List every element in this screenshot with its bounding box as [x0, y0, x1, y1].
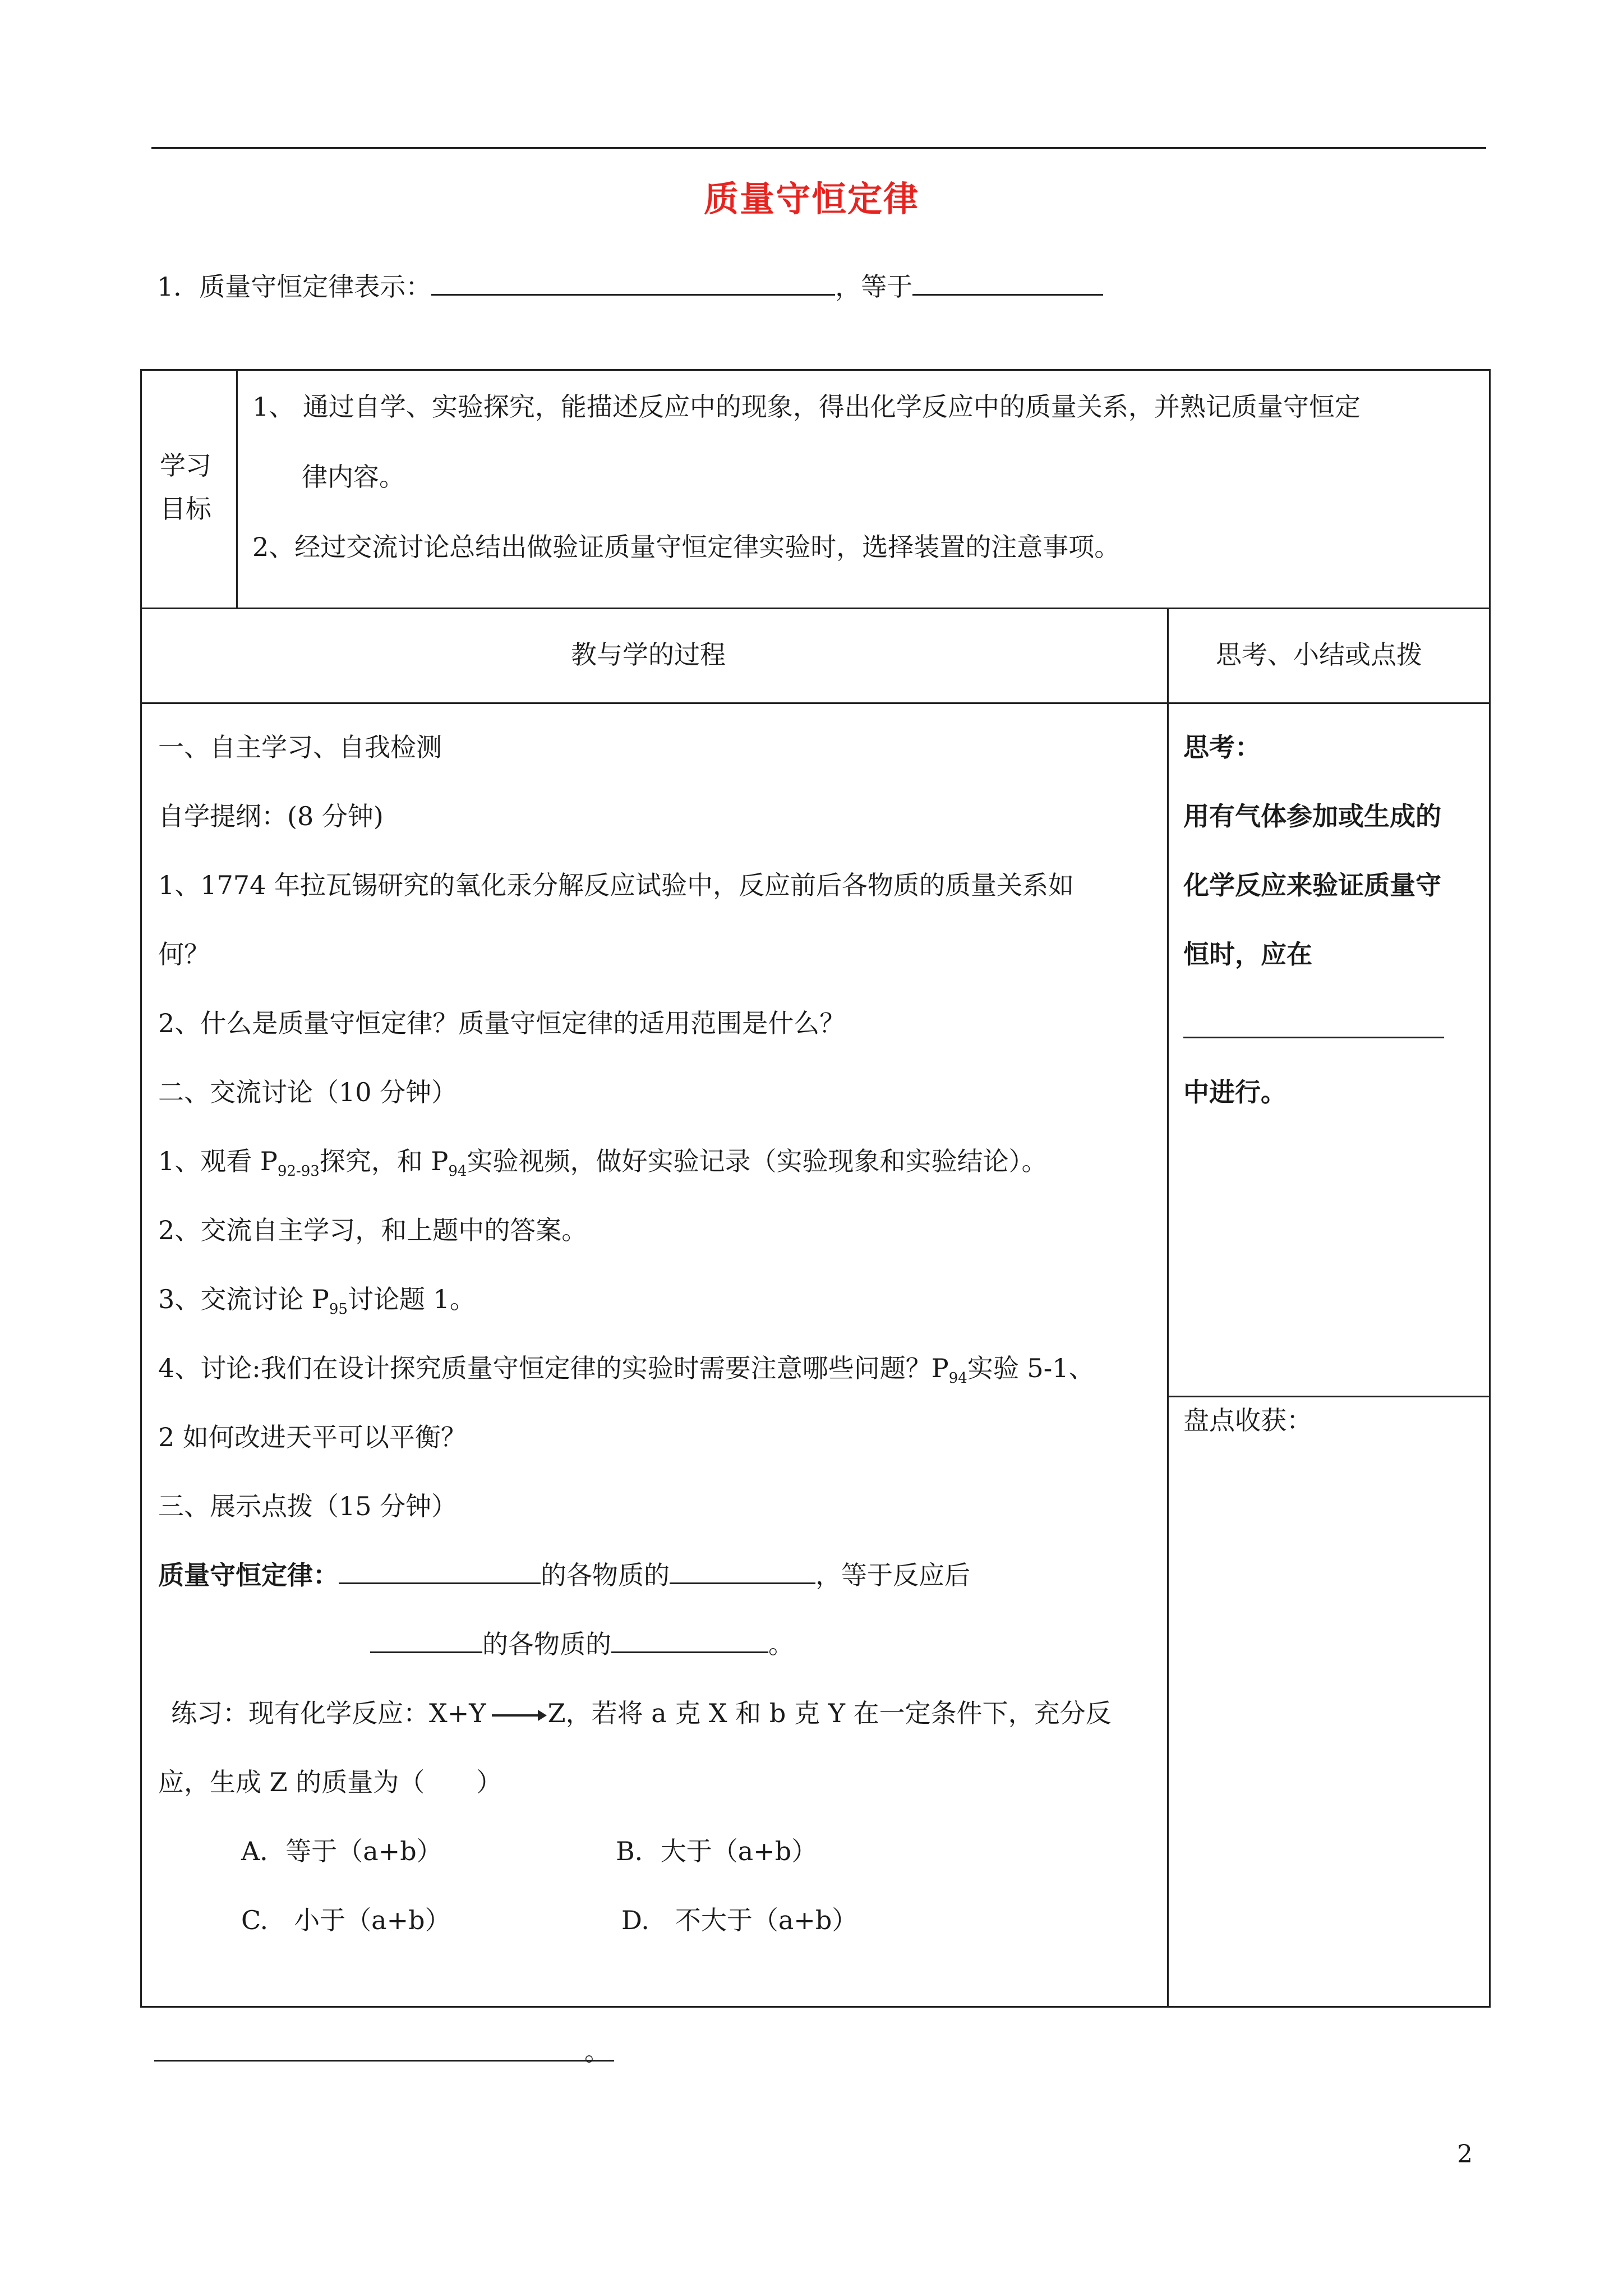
table-row-divider [140, 702, 1491, 704]
objectives-label-divider [236, 369, 238, 609]
objective-item: 2、经过交流讨论总结出做验证质量守恒定律实验时，选择装置的注意事项。 [252, 532, 1121, 562]
option-c[interactable]: C. 小于（a+b） [241, 1905, 451, 1935]
objective-item: 律内容。 [302, 462, 405, 492]
harvest-label: 盘点收获： [1183, 1405, 1312, 1435]
process-text: 1、观看 $P_{92-93}$探究，和 $P_{94}$实验视频，做好实验记录（实验现象和实验结论）。 [158, 1146, 1048, 1180]
process-text: 3、交流讨论 $P_{95}$讨论题 1。 [158, 1284, 476, 1318]
law-fill-in: 质量守恒定律： 的各物质的 ，等于反应后 [158, 1560, 970, 1590]
think-text: 用有气体参加或生成的 [1183, 801, 1441, 831]
think-text: 中进行。 [1183, 1077, 1287, 1107]
question-1 [157, 266, 1103, 303]
footer-rule [154, 2060, 614, 2062]
column-header-notes: 思考、小结或点拨 [1216, 639, 1422, 670]
side-cell-divider [1167, 1396, 1491, 1397]
table-left-border [140, 369, 142, 2008]
question-1-mid: ，等于 [835, 272, 913, 302]
answer-blank[interactable] [611, 1629, 768, 1653]
option-d[interactable]: D. 不大于（a+b） [621, 1905, 858, 1935]
answer-blank[interactable] [1183, 1037, 1444, 1038]
table-row-divider [140, 608, 1491, 609]
column-header-process: 教与学的过程 [571, 639, 726, 670]
process-text: 1、1774 年拉瓦锡研究的氧化汞分解反应试验中，反应前后各物质的质量关系如 [158, 870, 1074, 900]
practice-question: 练习：现有化学反应：X+Y Z，若将 a 克 X 和 b 克 Y 在一定条件下，充分反 [171, 1698, 1112, 1728]
question-1-prefix: 1．质量守恒定律表示： [157, 272, 432, 302]
section-heading: 二、交流讨论（10 分钟） [158, 1077, 458, 1107]
footer-mark: 。 [584, 2036, 610, 2067]
think-text: 化学反应来验证质量守 [1183, 870, 1441, 900]
process-text: 2、交流自主学习，和上题中的答案。 [158, 1215, 588, 1245]
process-text: 4、讨论:我们在设计探究质量守恒定律的实验时需要注意哪些问题？$P_{94}$实验 5-1、 [158, 1353, 1095, 1387]
answer-blank[interactable] [339, 1560, 541, 1584]
reaction-arrow-icon [486, 1704, 548, 1727]
column-divider [1167, 608, 1169, 2008]
process-text: 2 如何改进天平可以平衡？ [158, 1422, 467, 1452]
process-text: 2、什么是质量守恒定律？质量守恒定律的适用范围是什么？ [158, 1008, 846, 1038]
option-a[interactable]: A．等于（a+b） [241, 1836, 442, 1866]
objectives-label: 目标 [160, 494, 211, 524]
answer-blank[interactable] [670, 1560, 815, 1584]
top-rule [151, 147, 1486, 149]
think-text: 恒时，应在 [1183, 939, 1312, 969]
answer-blank[interactable] [370, 1629, 482, 1653]
section-heading: 三、展示点拨（15 分钟） [158, 1491, 458, 1521]
table-top-border [140, 369, 1491, 371]
answer-blank[interactable] [912, 272, 1103, 296]
law-fill-in: 的各物质的 。 [370, 1629, 794, 1660]
objective-item: 1、 通过自学、实验探究，能描述反应中的现象，得出化学反应中的质量关系，并熟记质量守恒定 [252, 392, 1361, 422]
process-text: 自学提纲：(8 分钟) [158, 801, 384, 831]
table-right-border [1489, 369, 1491, 2008]
answer-blank[interactable] [431, 272, 835, 296]
page-number: 2 [1457, 2140, 1473, 2169]
process-text: 何？ [158, 939, 210, 969]
page-title: 质量守恒定律 [703, 178, 919, 219]
section-heading: 一、自主学习、自我检测 [158, 732, 442, 762]
option-b[interactable]: B．大于（a+b） [616, 1836, 818, 1866]
objectives-label: 学习 [160, 450, 211, 481]
think-label: 思考： [1183, 732, 1261, 762]
practice-question: 应，生成 Z 的质量为（ ） [158, 1767, 502, 1797]
table-bottom-border [140, 2006, 1491, 2008]
